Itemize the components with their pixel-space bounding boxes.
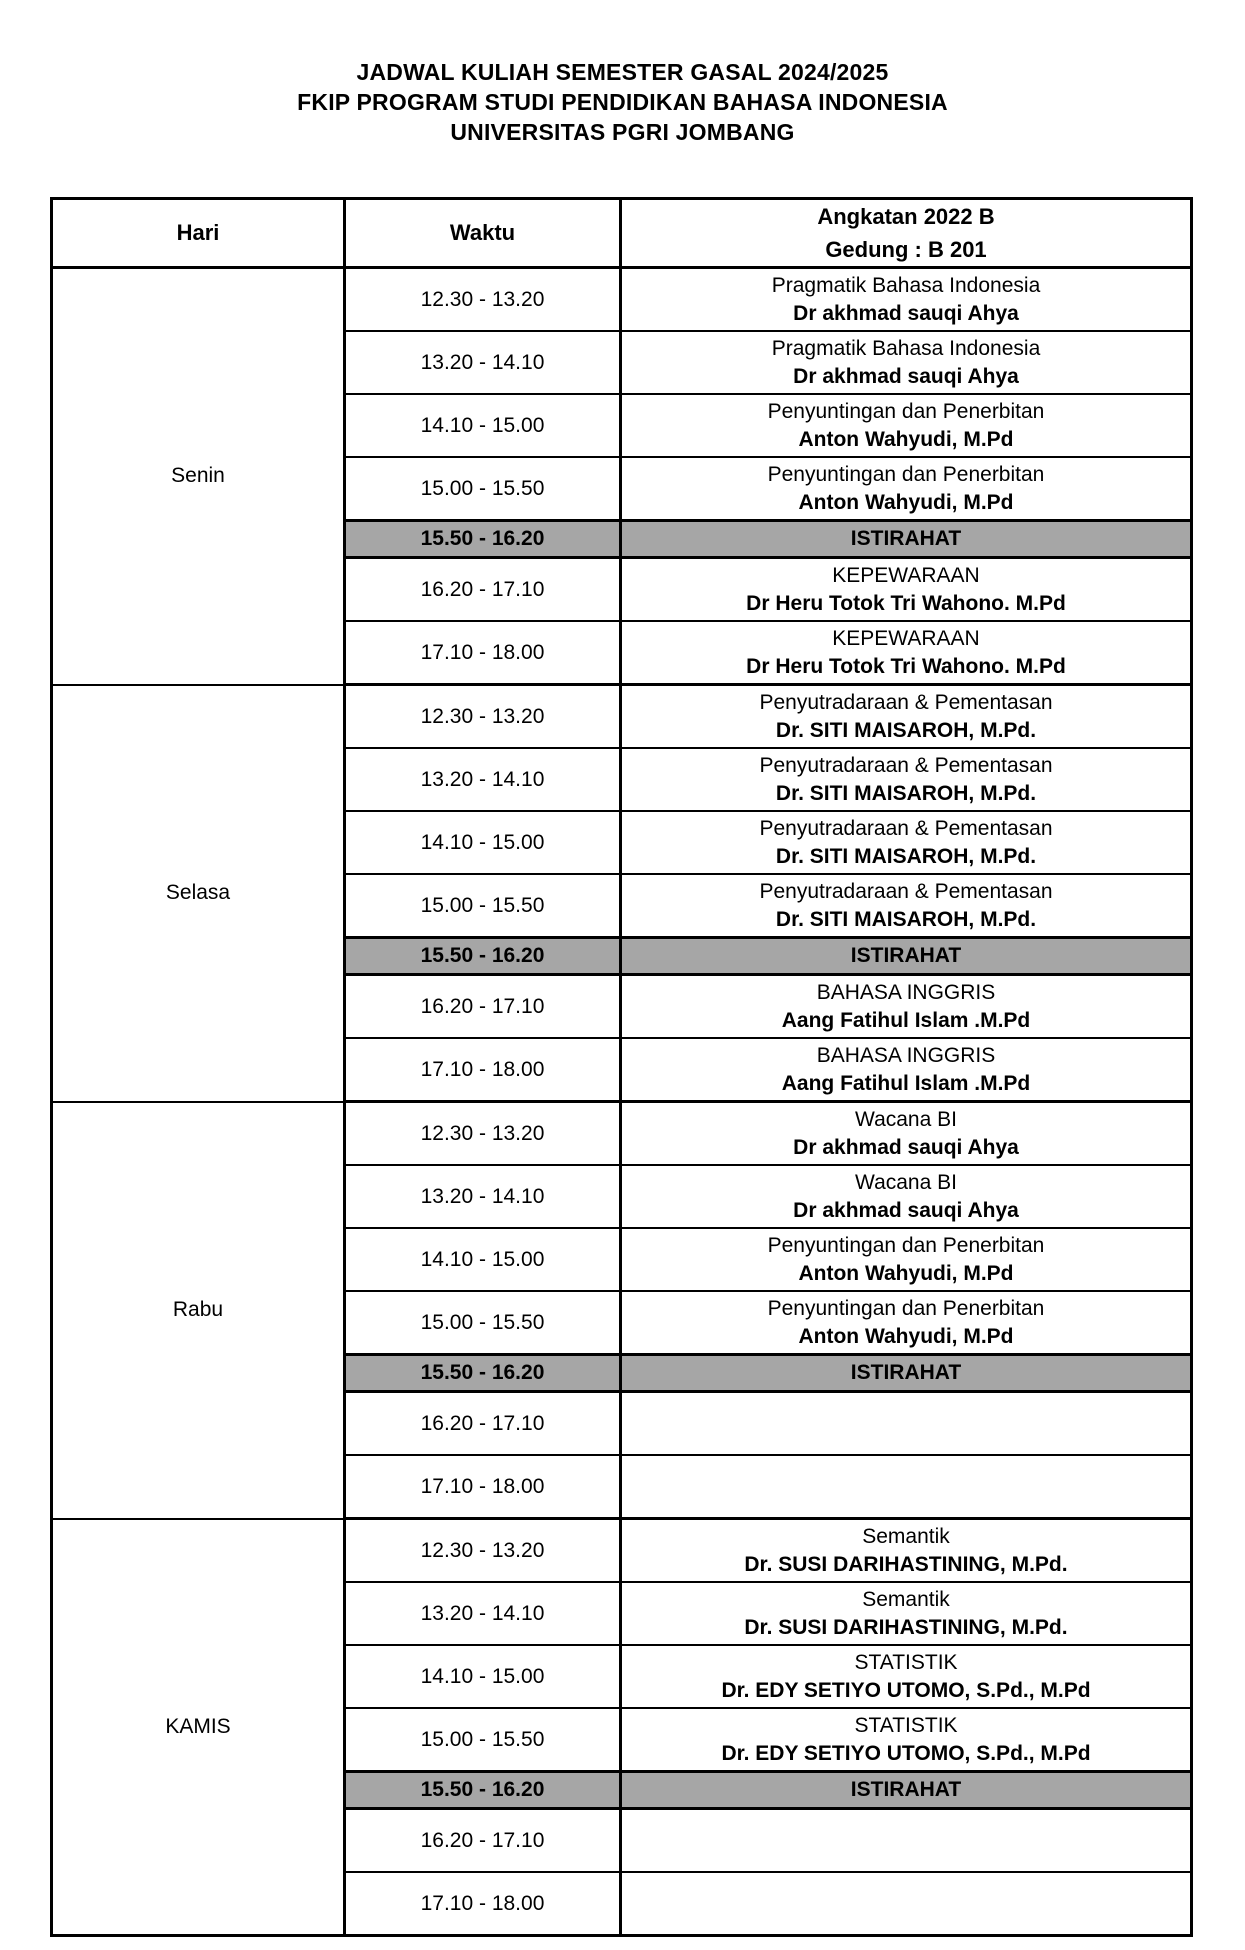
lecturer-name: Anton Wahyudi, M.Pd <box>798 490 1014 514</box>
course-cell <box>621 1102 1192 1166</box>
time-cell: 12.30 - 13.20 <box>345 685 621 749</box>
time-cell: 14.10 - 15.00 <box>345 394 621 457</box>
course-cell <box>621 394 1192 457</box>
lecturer-name: Dr Heru Totok Tri Wahono. M.Pd <box>746 654 1066 678</box>
break-cell: ISTIRAHAT <box>621 1772 1192 1809</box>
time-cell: 15.50 - 16.20 <box>345 938 621 975</box>
course-cell <box>621 558 1192 622</box>
time-cell: 17.10 - 18.00 <box>345 621 621 685</box>
time-cell: 16.20 - 17.10 <box>345 975 621 1039</box>
page-title <box>0 57 1245 147</box>
course-cell <box>621 1519 1192 1583</box>
time-cell: 17.10 - 18.00 <box>345 1455 621 1519</box>
time-cell: 15.00 - 15.50 <box>345 874 621 938</box>
title-line-university: UNIVERSITAS PGRI JOMBANG <box>450 119 795 145</box>
time-cell: 15.00 - 15.50 <box>345 1708 621 1772</box>
lecturer-name: Dr. SITI MAISAROH, M.Pd. <box>775 718 1037 742</box>
course-cell <box>621 1645 1192 1708</box>
course-cell <box>621 1708 1192 1772</box>
time-cell: 14.10 - 15.00 <box>345 1228 621 1291</box>
lecturer-name: Dr. SUSI DARIHASTINING, M.Pd. <box>744 1552 1068 1576</box>
course-cell <box>621 1392 1192 1456</box>
header-waktu: Waktu <box>345 199 621 268</box>
lecturer-name: Dr Heru Totok Tri Wahono. M.Pd <box>746 591 1066 615</box>
time-cell: 12.30 - 13.20 <box>345 268 621 332</box>
lecturer-name: Dr akhmad sauqi Ahya <box>793 1198 1019 1222</box>
time-cell: 15.50 - 16.20 <box>345 1772 621 1809</box>
course-name: Penyuntingan dan Penerbitan <box>767 399 1045 423</box>
course-name: Penyuntingan dan Penerbitan <box>767 1233 1045 1257</box>
course-name: STATISTIK <box>854 1650 958 1674</box>
time-cell: 17.10 - 18.00 <box>345 1872 621 1936</box>
time-cell: 14.10 - 15.00 <box>345 811 621 874</box>
title-line-program: FKIP PROGRAM STUDI PENDIDIKAN BAHASA INDONESIA <box>297 89 948 115</box>
lecturer-name: Dr. EDY SETIYO UTOMO, S.Pd., M.Pd <box>721 1741 1091 1765</box>
lecturer-name: Anton Wahyudi, M.Pd <box>798 427 1014 451</box>
course-name: Penyutradaraan & Pementasan <box>759 816 1053 840</box>
course-name: BAHASA INGGRIS <box>816 1043 996 1067</box>
course-name: KEPEWARAAN <box>832 626 980 650</box>
course-name: Semantik <box>862 1587 950 1611</box>
lecturer-name: Dr. SITI MAISAROH, M.Pd. <box>775 781 1037 805</box>
time-cell: 15.50 - 16.20 <box>345 1355 621 1392</box>
course-cell <box>621 1809 1192 1873</box>
time-cell: 16.20 - 17.10 <box>345 1392 621 1456</box>
time-cell: 12.30 - 13.20 <box>345 1102 621 1166</box>
course-name: Penyuntingan dan Penerbitan <box>767 462 1045 486</box>
time-cell: 14.10 - 15.00 <box>345 1645 621 1708</box>
time-cell: 16.20 - 17.10 <box>345 1809 621 1873</box>
course-name: Pragmatik Bahasa Indonesia <box>771 336 1041 360</box>
lecturer-name: Dr. SUSI DARIHASTINING, M.Pd. <box>744 1615 1068 1639</box>
lecturer-name: Dr akhmad sauqi Ahya <box>793 1135 1019 1159</box>
course-name: Penyutradaraan & Pementasan <box>759 879 1053 903</box>
course-name: KEPEWARAAN <box>832 563 980 587</box>
course-cell <box>621 1228 1192 1291</box>
time-cell: 15.50 - 16.20 <box>345 521 621 558</box>
course-cell <box>621 621 1192 685</box>
course-name: Penyutradaraan & Pementasan <box>759 690 1053 714</box>
header-row <box>52 199 1192 268</box>
break-cell: ISTIRAHAT <box>621 1355 1192 1392</box>
time-cell: 13.20 - 14.10 <box>345 748 621 811</box>
lecturer-name: Dr. SITI MAISAROH, M.Pd. <box>775 907 1037 931</box>
schedule-row <box>52 1519 1192 1583</box>
break-cell: ISTIRAHAT <box>621 521 1192 558</box>
time-cell: 12.30 - 13.20 <box>345 1519 621 1583</box>
day-cell: KAMIS <box>52 1519 345 1936</box>
schedule-table-body <box>52 268 1192 1936</box>
schedule-row <box>52 1102 1192 1166</box>
lecturer-name: Aang Fatihul Islam .M.Pd <box>781 1008 1031 1032</box>
day-cell: Rabu <box>52 1102 345 1519</box>
header-angkatan: Angkatan 2022 B <box>817 204 995 229</box>
lecturer-name: Dr akhmad sauqi Ahya <box>793 301 1019 325</box>
day-cell: Selasa <box>52 685 345 1102</box>
course-cell <box>621 457 1192 521</box>
time-cell: 16.20 - 17.10 <box>345 558 621 622</box>
day-cell: Senin <box>52 268 345 685</box>
course-cell <box>621 1165 1192 1228</box>
time-cell: 15.00 - 15.50 <box>345 457 621 521</box>
schedule-row <box>52 685 1192 749</box>
time-cell: 13.20 - 14.10 <box>345 331 621 394</box>
time-cell: 13.20 - 14.10 <box>345 1165 621 1228</box>
header-hari: Hari <box>52 199 345 268</box>
lecturer-name: Dr. EDY SETIYO UTOMO, S.Pd., M.Pd <box>721 1678 1091 1702</box>
lecturer-name: Aang Fatihul Islam .M.Pd <box>781 1071 1031 1095</box>
course-cell <box>621 748 1192 811</box>
course-cell <box>621 1291 1192 1355</box>
course-cell <box>621 874 1192 938</box>
lecturer-name: Dr akhmad sauqi Ahya <box>793 364 1019 388</box>
course-name: STATISTIK <box>854 1713 958 1737</box>
course-name: Wacana BI <box>855 1170 957 1194</box>
time-cell: 13.20 - 14.10 <box>345 1582 621 1645</box>
lecturer-name: Anton Wahyudi, M.Pd <box>798 1324 1014 1348</box>
course-name: Penyuntingan dan Penerbitan <box>767 1296 1045 1320</box>
course-cell <box>621 1872 1192 1936</box>
header-class-group <box>621 199 1192 268</box>
time-cell: 17.10 - 18.00 <box>345 1038 621 1102</box>
course-name: Penyutradaraan & Pementasan <box>759 753 1053 777</box>
course-name: BAHASA INGGRIS <box>816 980 996 1004</box>
course-cell <box>621 1038 1192 1102</box>
title-line-semester: JADWAL KULIAH SEMESTER GASAL 2024/2025 <box>356 59 889 85</box>
course-cell <box>621 1455 1192 1519</box>
schedule-row <box>52 268 1192 332</box>
course-cell <box>621 975 1192 1039</box>
lecturer-name: Dr. SITI MAISAROH, M.Pd. <box>775 844 1037 868</box>
time-cell: 15.00 - 15.50 <box>345 1291 621 1355</box>
lecturer-name: Anton Wahyudi, M.Pd <box>798 1261 1014 1285</box>
schedule-table <box>50 197 1193 1937</box>
course-name: Semantik <box>862 1524 950 1548</box>
header-gedung: Gedung : B 201 <box>825 237 987 262</box>
course-cell <box>621 268 1192 332</box>
course-cell <box>621 1582 1192 1645</box>
course-name: Wacana BI <box>855 1107 957 1131</box>
course-cell <box>621 811 1192 874</box>
break-cell: ISTIRAHAT <box>621 938 1192 975</box>
course-cell <box>621 331 1192 394</box>
course-cell <box>621 685 1192 749</box>
course-name: Pragmatik Bahasa Indonesia <box>771 273 1041 297</box>
